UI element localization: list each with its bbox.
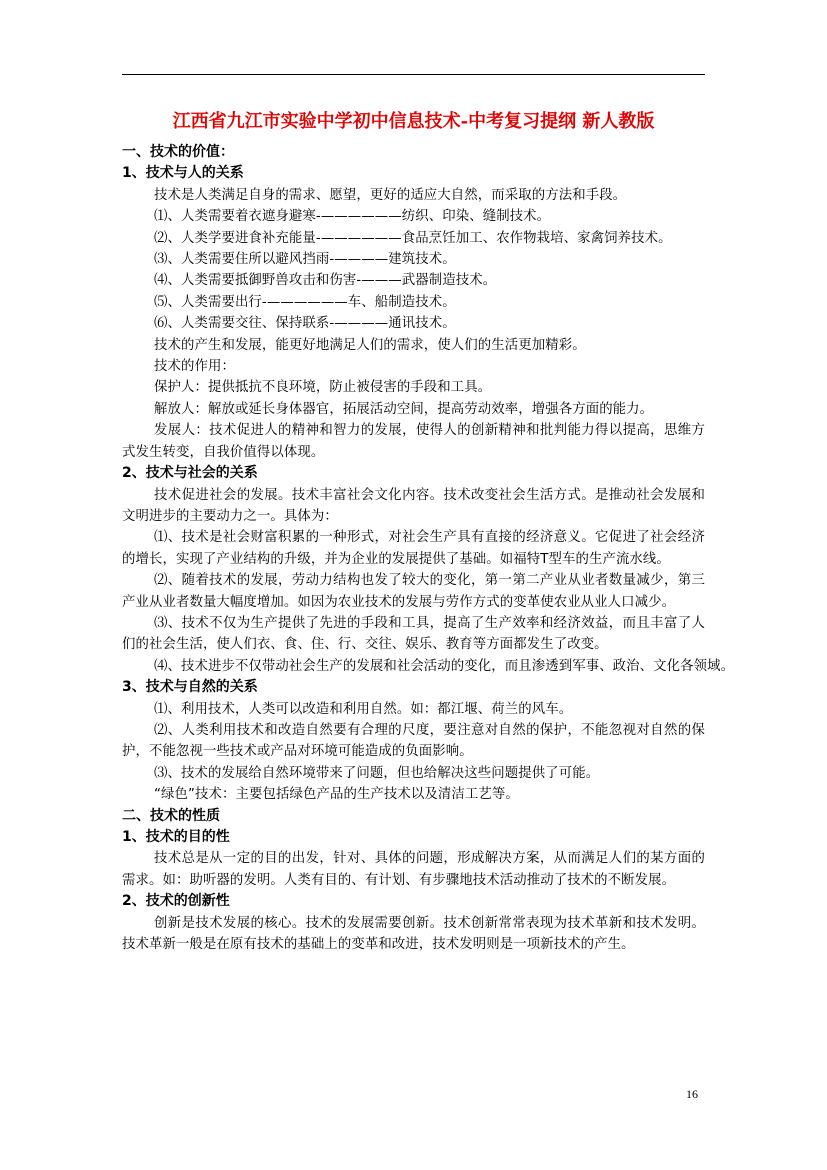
paragraph: 解放人：解放或延长身体器官，拓展活动空间，提高劳动效率，增强各方面的能力。 [154, 401, 654, 417]
section-heading: 一、技术的价值： [122, 144, 234, 160]
paragraph: 发展人：技术促进人的精神和智力的发展，使得人的创新精神和批判能力得以提高，思维方式发生转变，自我价值得以体现。 [122, 423, 705, 460]
paragraph: 技术的作用： [154, 359, 235, 375]
paragraph: ⑷、人类需要抵御野兽攻击和伤害-———武器制造技术。 [154, 273, 497, 289]
paragraph: ⑸、人类需要出行-——————车、船制造技术。 [154, 294, 456, 310]
page-number: 16 [686, 1087, 698, 1101]
section-heading: 2、技术的创新性 [122, 893, 230, 910]
section-heading: 1、技术的目的性 [122, 829, 230, 845]
paragraph: “绿色”技术：主要包括绿色产品的生产技术以及清洁工艺等。 [154, 787, 519, 803]
paragraph: 技术总是从一定的目的出发，针对、具体的问题，形成解决方案，从而满足人们的某方面的需求。如：助听器的发明。人类有目的、有计划、有步骤地技术活动推动了技术的不断发展。 [122, 851, 705, 888]
document-body [122, 108, 735, 955]
paragraph: 技术促进社会的发展。技术丰富社会文化内容。技术改变社会生活方式。是推动社会发展和文明进步的主要动力之一。具体为： [122, 487, 705, 524]
paragraph: ⑶、人类需要住所以避风挡雨-————建筑技术。 [154, 252, 456, 268]
document-title: 江西省九江市实验中学初中信息技术-中考复习提纲 新人教版 [172, 111, 655, 132]
paragraph: ⑵、随着技术的发展，劳动力结构也发了较大的变化，第一第二产业从业者数量减少，第三产业从业者数量大幅度增加。如因为农业技术的发展与劳作方式的变革使农业从业人口减少。 [122, 573, 705, 610]
paragraph: 技术的产生和发展，能更好地满足人们的需求，使人们的生活更加精彩。 [154, 337, 586, 353]
paragraph: ⑵、人类学要进食补充能量-——————食品烹饪加工、农作物栽培、家禽饲养技术。 [154, 230, 672, 246]
paragraph: 技术是人类满足自身的需求、愿望，更好的适应大自然，而采取的方法和手段。 [154, 187, 627, 203]
paragraph: 创新是技术发展的核心。技术的发展需要创新。技术创新常常表现为技术革新和技术发明。技术革新一般是在原有技术的基础上的变革和改进，技术发明则是一项新技术的产生。 [122, 915, 705, 953]
paragraph: ⑶、技术不仅为生产提供了先进的手段和工具，提高了生产效率和经济效益，而且丰富了人们的社会生活，使人们衣、食、住、行、交往、娱乐、教育等方面都发生了改变。 [122, 615, 705, 653]
section-heading: 1、技术与人的关系 [122, 165, 244, 182]
paragraph: ⑴、人类需要着衣遮身避寒-——————纺织、印染、缝制技术。 [154, 209, 551, 225]
paragraph: ⑶、技术的发展给自然环境带来了问题，但也给解决这些问题提供了可能。 [154, 765, 600, 781]
paragraph: ⑹、人类需要交往、保持联系-————通讯技术。 [154, 316, 456, 332]
section-heading: 二、技术的性质 [122, 807, 220, 824]
paragraph: ⑷、技术进步不仅带动社会生产的发展和社会活动的变化，而且渗透到军事、政治、文化各领域。 [154, 658, 735, 674]
paragraph: ⑴、利用技术，人类可以改造和利用自然。如：都江堰、荷兰的风车。 [154, 701, 573, 717]
paragraph: 保护人：提供抵抗不良环境，防止被侵害的手段和工具。 [154, 380, 492, 396]
paragraph: ⑵、人类利用技术和改造自然要有合理的尺度，要注意对自然的保护，不能忽视对自然的保护，不能忽视一些技术或产品对环境可能造成的负面影响。 [122, 722, 705, 760]
paragraph: ⑴、技术是社会财富积累的一种形式，对社会生产具有直接的经济意义。它促进了社会经济的增长，实现了产业结构的升级，并为企业的发展提供了基础。如福特T型车的生产流水线。 [122, 530, 705, 567]
document-blocks [122, 142, 735, 955]
section-heading: 2、技术与社会的关系 [122, 465, 258, 482]
header-rule [122, 74, 705, 75]
section-heading: 3、技术与自然的关系 [122, 679, 258, 696]
